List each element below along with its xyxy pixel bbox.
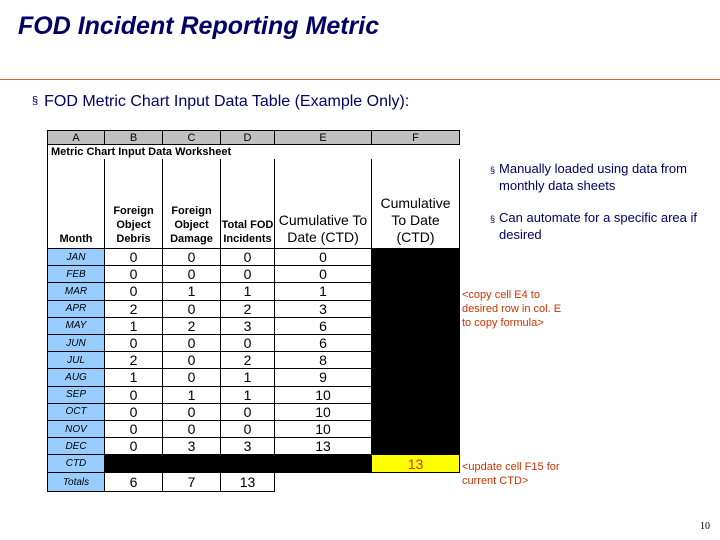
title-divider: [0, 79, 720, 80]
blank-ctd-cell: [372, 421, 460, 438]
column-header-c[interactable]: C: [163, 130, 221, 145]
worksheet-table: [47, 130, 461, 493]
cumulative-cell[interactable]: 0: [275, 249, 372, 266]
debris-cell[interactable]: 0: [105, 421, 163, 438]
month-cell: SEP: [47, 387, 105, 404]
month-cell: NOV: [47, 421, 105, 438]
debris-cell[interactable]: 0: [105, 266, 163, 283]
total-cell[interactable]: 3: [221, 438, 275, 455]
totals-debris[interactable]: 6: [105, 473, 163, 492]
blank-ctd-cell: [372, 249, 460, 266]
debris-cell[interactable]: 0: [105, 249, 163, 266]
column-header-d[interactable]: D: [221, 130, 275, 145]
total-cell[interactable]: 2: [221, 301, 275, 318]
month-cell: FEB: [47, 266, 105, 283]
month-cell: OCT: [47, 404, 105, 421]
cumulative-cell[interactable]: 0: [275, 266, 372, 283]
cumulative-cell[interactable]: 9: [275, 369, 372, 386]
column-header-f[interactable]: F: [372, 130, 460, 145]
cumulative-cell[interactable]: 10: [275, 421, 372, 438]
month-cell: JUL: [47, 352, 105, 369]
ctd-filler: [105, 455, 372, 473]
damage-cell[interactable]: 0: [163, 301, 221, 318]
ctd-value[interactable]: 13: [372, 455, 460, 473]
blank-ctd-cell: [372, 283, 460, 300]
debris-cell[interactable]: 0: [105, 438, 163, 455]
damage-cell[interactable]: 0: [163, 335, 221, 352]
header-debris: Foreign Object Debris: [105, 159, 163, 249]
debris-cell[interactable]: 0: [105, 283, 163, 300]
debris-cell[interactable]: 2: [105, 301, 163, 318]
cumulative-cell[interactable]: 3: [275, 301, 372, 318]
month-cell: JUN: [47, 335, 105, 352]
note-update-cell: <update cell F15 for current CTD>: [462, 461, 560, 487]
cumulative-cell[interactable]: 10: [275, 404, 372, 421]
blank-ctd-cell: [372, 404, 460, 421]
cumulative-cell[interactable]: 10: [275, 387, 372, 404]
blank-ctd-cell: [372, 335, 460, 352]
total-cell[interactable]: 0: [221, 421, 275, 438]
debris-cell[interactable]: 2: [105, 352, 163, 369]
subtitle: [32, 93, 409, 111]
debris-cell[interactable]: 1: [105, 318, 163, 335]
damage-cell[interactable]: 0: [163, 352, 221, 369]
total-cell[interactable]: 0: [221, 266, 275, 283]
cumulative-cell[interactable]: 6: [275, 335, 372, 352]
cumulative-cell[interactable]: 1: [275, 283, 372, 300]
cumulative-cell[interactable]: 13: [275, 438, 372, 455]
month-cell: AUG: [47, 369, 105, 386]
damage-cell[interactable]: 0: [163, 369, 221, 386]
column-header-b[interactable]: B: [105, 130, 163, 145]
bullet-icon: §: [490, 165, 496, 175]
total-cell[interactable]: 1: [221, 369, 275, 386]
total-cell[interactable]: 2: [221, 352, 275, 369]
month-cell: APR: [47, 301, 105, 318]
debris-cell[interactable]: 0: [105, 387, 163, 404]
damage-cell[interactable]: 0: [163, 266, 221, 283]
month-cell: MAY: [47, 318, 105, 335]
damage-cell[interactable]: 3: [163, 438, 221, 455]
worksheet-banner: Metric Chart Input Data Worksheet: [47, 145, 460, 159]
column-header-e[interactable]: E: [275, 130, 372, 145]
bullet-icon: §: [32, 95, 39, 107]
total-cell[interactable]: 0: [221, 404, 275, 421]
total-cell[interactable]: 1: [221, 283, 275, 300]
blank-ctd-cell: [372, 387, 460, 404]
total-cell[interactable]: 1: [221, 387, 275, 404]
bullet-item: [490, 209, 710, 243]
debris-cell[interactable]: 1: [105, 369, 163, 386]
bullet-text: Can automate for a specific area if desired: [499, 210, 698, 242]
header-damage: Foreign Object Damage: [163, 159, 221, 249]
header-cumulative-e: Cumulative To Date (CTD): [275, 159, 372, 249]
cumulative-cell[interactable]: 6: [275, 318, 372, 335]
bullet-text: Manually loaded using data from monthly data sheets: [499, 161, 687, 193]
totals-total[interactable]: 13: [221, 473, 275, 492]
total-cell[interactable]: 0: [221, 249, 275, 266]
column-header-a[interactable]: A: [47, 130, 105, 145]
damage-cell[interactable]: 0: [163, 249, 221, 266]
damage-cell[interactable]: 1: [163, 283, 221, 300]
note-copy-cell: <copy cell E4 to desired row in col. E to copy formula>: [462, 289, 562, 329]
blank-ctd-cell: [372, 301, 460, 318]
ctd-label: CTD: [47, 455, 105, 473]
page-number: 10: [700, 521, 710, 532]
debris-cell[interactable]: 0: [105, 335, 163, 352]
damage-cell[interactable]: 0: [163, 421, 221, 438]
total-cell[interactable]: 3: [221, 318, 275, 335]
subtitle-text: FOD Metric Chart Input Data Table (Example Only):: [44, 93, 410, 110]
damage-cell[interactable]: 0: [163, 404, 221, 421]
total-cell[interactable]: 0: [221, 335, 275, 352]
totals-label: Totals: [47, 473, 105, 492]
damage-cell[interactable]: 1: [163, 387, 221, 404]
header-month: Month: [47, 159, 105, 249]
blank-ctd-cell: [372, 352, 460, 369]
blank-ctd-cell: [372, 318, 460, 335]
bullet-item: [490, 160, 710, 194]
blank-ctd-cell: [372, 369, 460, 386]
totals-damage[interactable]: 7: [163, 473, 221, 492]
debris-cell[interactable]: 0: [105, 404, 163, 421]
bullet-list: [490, 160, 710, 258]
blank-ctd-cell: [372, 266, 460, 283]
bullet-icon: §: [490, 214, 496, 224]
blank-ctd-cell: [372, 438, 460, 455]
header-total: Total FOD Incidents: [221, 159, 275, 249]
month-cell: JAN: [47, 249, 105, 266]
month-cell: DEC: [47, 438, 105, 455]
month-cell: MAR: [47, 283, 105, 300]
cumulative-cell[interactable]: 8: [275, 352, 372, 369]
slide-title: FOD Incident Reporting Metric: [18, 12, 380, 40]
header-cumulative-f: Cumulative To Date (CTD): [372, 159, 460, 249]
damage-cell[interactable]: 2: [163, 318, 221, 335]
